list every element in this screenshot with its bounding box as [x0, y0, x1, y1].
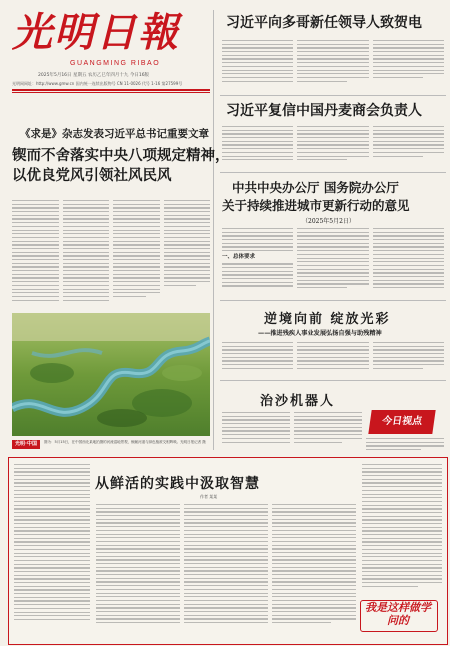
feature-right-col	[362, 464, 442, 596]
rule	[220, 172, 446, 173]
lead-kicker: 《求是》杂志发表习近平总书记重要文章	[20, 128, 209, 140]
rule	[220, 380, 446, 381]
article-togo-body	[222, 40, 444, 92]
column-stamp: 我是这样做学问的	[365, 601, 431, 627]
feature-left-col	[14, 464, 90, 634]
persist-subtitle: ——推进残疾人事业发展弘扬自强与助残精神	[258, 330, 382, 337]
feature-byline: 作者 某某	[200, 494, 218, 499]
feature-headline[interactable]: 从鲜活的实践中汲取智慧	[95, 476, 260, 492]
sand-robot-body	[222, 412, 362, 452]
info-line: 光明网网址：http://www.gmw.cn 国内统一连续出版物号 CN 11-0026 代号 1-16 第27599号	[12, 81, 183, 86]
masthead-rule	[12, 89, 210, 91]
policy-headline-1[interactable]: 中共中央办公厅 国务院办公厅	[232, 180, 399, 195]
masthead-pinyin: GUANGMING RIBAO	[70, 60, 161, 67]
masthead-title: 光明日報	[12, 9, 180, 56]
headline-denmark[interactable]: 习近平复信中国丹麦商会负责人	[226, 103, 422, 119]
policy-body	[222, 228, 444, 298]
column-divider	[213, 10, 214, 450]
date-line: 2025年5月16日 星期五 农历乙巳年四月十九 今日16版	[38, 73, 150, 78]
persist-body	[222, 342, 444, 378]
photo-tag: 光明·中国	[12, 440, 40, 449]
policy-headline-2[interactable]: 关于持续推进城市更新行动的意见	[222, 198, 410, 213]
rule	[220, 95, 446, 96]
persist-headline[interactable]: 逆境向前 绽放光彩	[264, 312, 391, 327]
sand-robot-body-2	[366, 438, 444, 454]
sand-robot-headline[interactable]: 治沙机器人	[260, 394, 336, 409]
photo-caption: 图为：5月15日，在中国西北某地拍摄的河流湿地景观，蜿蜒河道与绿色植被交相辉映。光明日报记者 摄	[44, 440, 206, 444]
section-badge: 今日视点	[368, 410, 435, 434]
policy-section-head: 一、总体要求	[222, 253, 256, 260]
lead-headline-2[interactable]: 以优良党风引领社风民风	[12, 167, 172, 184]
feature-body	[96, 504, 356, 634]
rule	[220, 300, 446, 301]
headline-togo[interactable]: 习近平向多哥新任领导人致贺电	[226, 15, 422, 31]
masthead-rule-thin	[12, 92, 210, 93]
article-denmark-body	[222, 126, 444, 170]
river-photo[interactable]	[12, 313, 210, 436]
lead-headline-1[interactable]: 锲而不舍落实中央八项规定精神，	[12, 147, 230, 164]
policy-date: （2025年5月2日）	[302, 218, 355, 225]
lead-article-body	[12, 200, 210, 308]
